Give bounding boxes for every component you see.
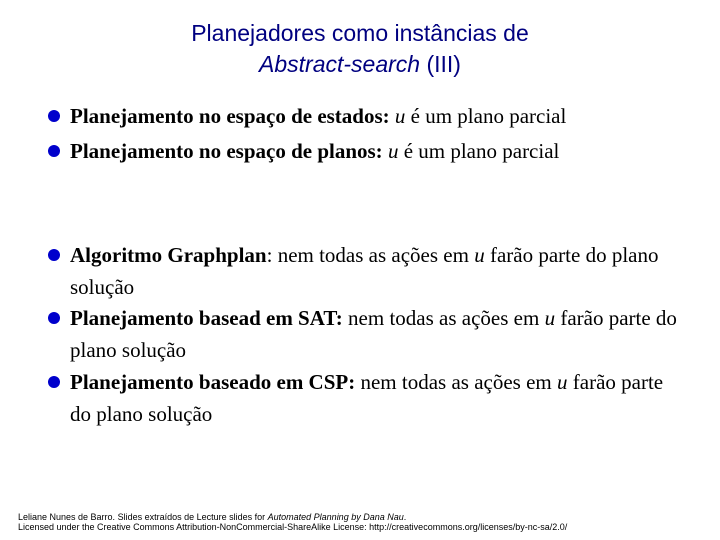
bullet-item — [48, 302, 678, 366]
bullet-bold: Planejamento no espaço de planos: — [70, 139, 383, 163]
bullet-item — [48, 135, 678, 167]
footer-credits — [18, 512, 708, 532]
bullet-dot-icon — [48, 145, 60, 157]
footer-text: Leliane Nunes de Barro. Slides extraídos de Lecture slides for — [18, 512, 268, 522]
footer-line-1 — [18, 512, 708, 522]
bullet-item — [48, 239, 678, 303]
bullet-text: é um plano parcial — [405, 104, 567, 128]
bullet-variable: u — [474, 243, 485, 267]
bullet-variable: u — [387, 139, 399, 163]
bullet-bold: Planejamento baseado em CSP: — [70, 370, 356, 394]
bullet-variable: u — [544, 306, 556, 330]
bullet-text: nem todas as ações em — [342, 306, 545, 330]
footer-italic-text: Automated Planning by Dana Nau — [267, 512, 404, 522]
bullet-dot-icon — [48, 249, 60, 261]
bullet-text: farão parte do plano solução — [70, 306, 677, 362]
title-italic-text: Abstract-search — [259, 51, 421, 77]
bullet-text: : nem todas as ações em — [266, 243, 475, 267]
title-line-2 — [0, 49, 720, 80]
footer-line-2: Licensed under the Creative Commons Attribution-NonCommercial-ShareAlike License: http://creativecommons.org/licenses/by-nc-sa/2.0/ — [18, 522, 568, 532]
slide-title — [0, 18, 720, 80]
bullet-variable: u — [557, 370, 568, 394]
bullet-bold: Planejamento no espaço de estados: — [70, 104, 390, 128]
bullet-text: farão parte do plano solução — [70, 370, 664, 426]
bullet-dot-icon — [48, 110, 60, 122]
bullet-bold: Algoritmo Graphplan — [70, 243, 267, 267]
bullet-bold: Planejamento basead em SAT: — [70, 306, 343, 330]
bullet-variable: u — [394, 104, 406, 128]
bullet-text: é um plano parcial — [398, 139, 560, 163]
bullet-text: nem todas as ações em — [355, 370, 558, 394]
title-suffix: (III) — [420, 51, 461, 77]
bullet-item — [48, 366, 678, 430]
bullet-dot-icon — [48, 312, 60, 324]
bullet-item — [48, 100, 678, 132]
bullet-dot-icon — [48, 376, 60, 388]
title-line-1: Planejadores como instâncias de — [191, 20, 529, 46]
bullet-text: farão parte do plano solução — [70, 243, 659, 299]
footer-text: . — [403, 512, 407, 522]
